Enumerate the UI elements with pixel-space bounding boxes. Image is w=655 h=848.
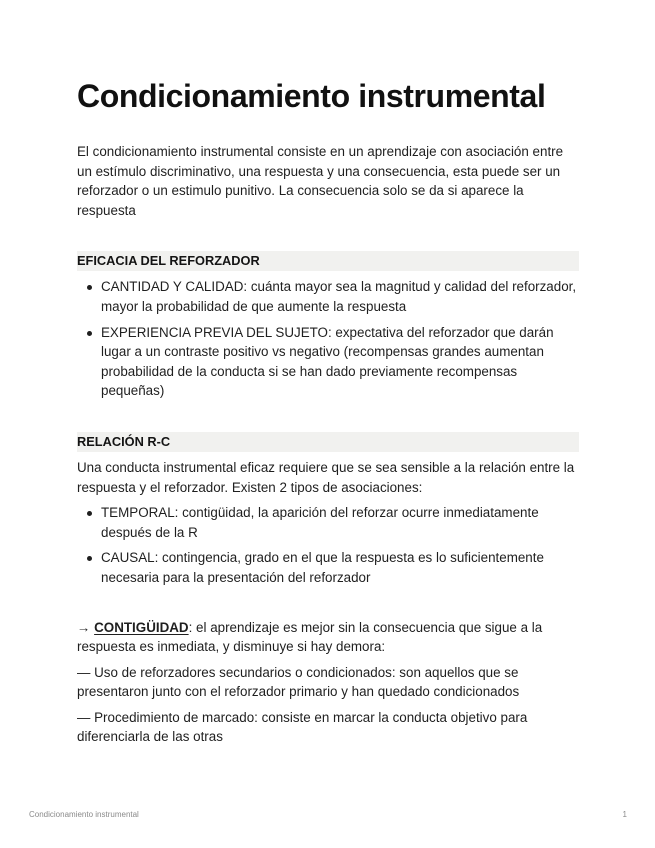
eficacia-list (77, 277, 579, 401)
relacion-list (77, 503, 579, 587)
section-heading-relacion: RELACIÓN R-C (77, 432, 579, 452)
page-title: Condicionamiento instrumental (77, 78, 546, 114)
list-item-text: TEMPORAL: contigüidad, la aparición del reforzar ocurre inmediatamente después de la R (101, 505, 539, 540)
contiguity-paragraph (77, 618, 579, 657)
bullet-icon (87, 285, 92, 290)
list-item (77, 277, 579, 316)
arrow-icon: → (77, 619, 95, 635)
document-content (77, 76, 579, 747)
list-item-text: EXPERIENCIA PREVIA DEL SUJETO: expectativa del reforzador que darán lugar a un contraste positivo vs negativo (recompensas grandes aumentan probabilidad de la conducta si se han dado previamente recompensas pequeñas) (101, 324, 554, 399)
list-item-text: CANTIDAD Y CALIDAD: cuánta mayor sea la magnitud y calidad del reforzador, mayor la probabilidad de que aumente la respuesta (101, 279, 577, 314)
dash-item-marcado: — Procedimiento de marcado: consiste en marcar la conducta objetivo para diferenciarla de las otras (77, 709, 528, 745)
list-item-text: CAUSAL: contingencia, grado en el que la respuesta es lo suficientemente necesaria para la presentación del reforzador (101, 550, 544, 585)
intro-paragraph: El condicionamiento instrumental consiste en un aprendizaje con asociación entre un estímulo discriminativo, una respuesta y una consecuencia, esta puede ser un reforzador o un estimulo punitivo. La consecuencia solo se da si aparece la respuesta (77, 144, 564, 218)
relacion-paragraph: Una conducta instrumental eficaz requiere que se sea sensible a la relación entre la respuesta y el reforzador. Existen 2 tipos de asociaciones: (77, 459, 575, 495)
footer-title: Condicionamiento instrumental (29, 810, 139, 819)
list-item (77, 323, 579, 401)
contiguity-text: : el aprendizaje es mejor sin la consecuencia que sigue a la respuesta es inmediata, y disminuye si hay demora: (77, 619, 543, 655)
bullet-icon (87, 511, 92, 516)
page-number: 1 (622, 810, 627, 819)
bullet-icon (87, 331, 92, 336)
contiguity-term: CONTIGÜIDAD (94, 619, 189, 635)
page-footer (29, 809, 627, 821)
section-heading-eficacia: EFICACIA DEL REFORZADOR (77, 251, 579, 271)
list-item (77, 548, 579, 587)
dash-item-secundarios: — Uso de reforzadores secundarios o condicionados: son aquellos que se presentaron junto con el reforzador primario y han quedado condicionados (77, 664, 520, 700)
list-item (77, 503, 579, 542)
bullet-icon (87, 556, 92, 561)
